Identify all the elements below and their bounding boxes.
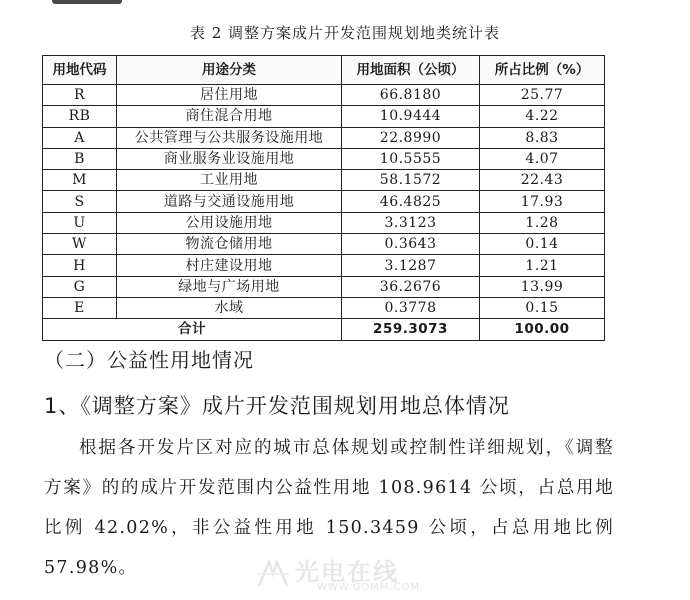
table-row <box>43 212 605 233</box>
table-header-row <box>43 56 605 85</box>
table-caption: 表 2 调整方案成片开发范围规划地类统计表 <box>189 24 501 42</box>
cell-code: G <box>43 276 117 297</box>
cell-use: 绿地与广场用地 <box>117 276 342 297</box>
cell-code: RB <box>43 106 117 127</box>
table-row <box>43 191 605 212</box>
cell-code: W <box>43 234 117 255</box>
cell-use: 物流仓储用地 <box>117 234 342 255</box>
watermark-text: 光电在线 <box>295 558 399 586</box>
cell-area: 10.5555 <box>342 148 480 169</box>
watermark-url: WWW.GDMM.COM <box>317 582 421 593</box>
cell-ratio: 4.07 <box>480 148 605 169</box>
cell-ratio: 17.93 <box>480 191 605 212</box>
cell-use: 居住用地 <box>117 85 342 106</box>
cell-ratio: 25.77 <box>480 85 605 106</box>
header-code: 用地代码 <box>43 56 117 85</box>
cell-area: 22.8990 <box>342 127 480 148</box>
land-use-table <box>42 55 605 341</box>
subsection-heading: 1、《调整方案》成片开发范围规划用地总体情况 <box>44 394 510 418</box>
watermark-logo-icon <box>255 556 291 592</box>
cell-code: A <box>43 127 117 148</box>
cell-use: 公共管理与公共服务设施用地 <box>117 127 342 148</box>
table-row <box>43 85 605 106</box>
cell-ratio: 22.43 <box>480 170 605 191</box>
cell-use: 商业服务业设施用地 <box>117 148 342 169</box>
body-paragraph: 根据各开发片区对应的城市总体规划或控制性详细规划，《调整方案》的的成片开发范围内公益性用地 108.9614 公顷，占总用地比例 42.02%，非公益性用地 150.3459 公顷，占总用地比例 57.98%。 <box>44 438 614 578</box>
table-row <box>43 106 605 127</box>
cell-ratio: 0.15 <box>480 297 605 318</box>
cell-use: 道路与交通设施用地 <box>117 191 342 212</box>
table-body <box>43 85 605 341</box>
cell-area: 46.4825 <box>342 191 480 212</box>
header-ratio: 所占比例（%） <box>480 56 605 85</box>
cell-code: S <box>43 191 117 212</box>
cell-code: E <box>43 297 117 318</box>
cell-ratio: 0.14 <box>480 234 605 255</box>
table-total-row <box>43 319 605 340</box>
cell-code: B <box>43 148 117 169</box>
cell-ratio: 1.28 <box>480 212 605 233</box>
cell-code: H <box>43 255 117 276</box>
watermark <box>255 552 455 600</box>
cell-area: 3.1287 <box>342 255 480 276</box>
cell-area: 0.3643 <box>342 234 480 255</box>
cell-area: 66.8180 <box>342 85 480 106</box>
header-area: 用地面积（公顷） <box>342 56 480 85</box>
table-row <box>43 148 605 169</box>
cell-use: 水域 <box>117 297 342 318</box>
header-use: 用途分类 <box>117 56 342 85</box>
cell-ratio: 1.21 <box>480 255 605 276</box>
cell-ratio: 4.22 <box>480 106 605 127</box>
section-heading: （二）公益性用地情况 <box>44 348 254 372</box>
cell-area: 0.3778 <box>342 297 480 318</box>
cell-use: 商住混合用地 <box>117 106 342 127</box>
cell-area: 3.3123 <box>342 212 480 233</box>
total-label: 合计 <box>43 319 342 340</box>
cell-area: 58.1572 <box>342 170 480 191</box>
cell-code: U <box>43 212 117 233</box>
cell-use: 村庄建设用地 <box>117 255 342 276</box>
table-row <box>43 170 605 191</box>
table-row <box>43 255 605 276</box>
total-area: 259.3073 <box>342 319 480 340</box>
cell-ratio: 13.99 <box>480 276 605 297</box>
cell-ratio: 8.83 <box>480 127 605 148</box>
table-row <box>43 276 605 297</box>
table-row <box>43 127 605 148</box>
table-row <box>43 297 605 318</box>
cropped-heading-fragment <box>52 0 122 4</box>
total-ratio: 100.00 <box>480 319 605 340</box>
table-row <box>43 234 605 255</box>
cell-area: 36.2676 <box>342 276 480 297</box>
cell-code: R <box>43 85 117 106</box>
cell-area: 10.9444 <box>342 106 480 127</box>
cell-code: M <box>43 170 117 191</box>
cell-use: 工业用地 <box>117 170 342 191</box>
cell-use: 公用设施用地 <box>117 212 342 233</box>
